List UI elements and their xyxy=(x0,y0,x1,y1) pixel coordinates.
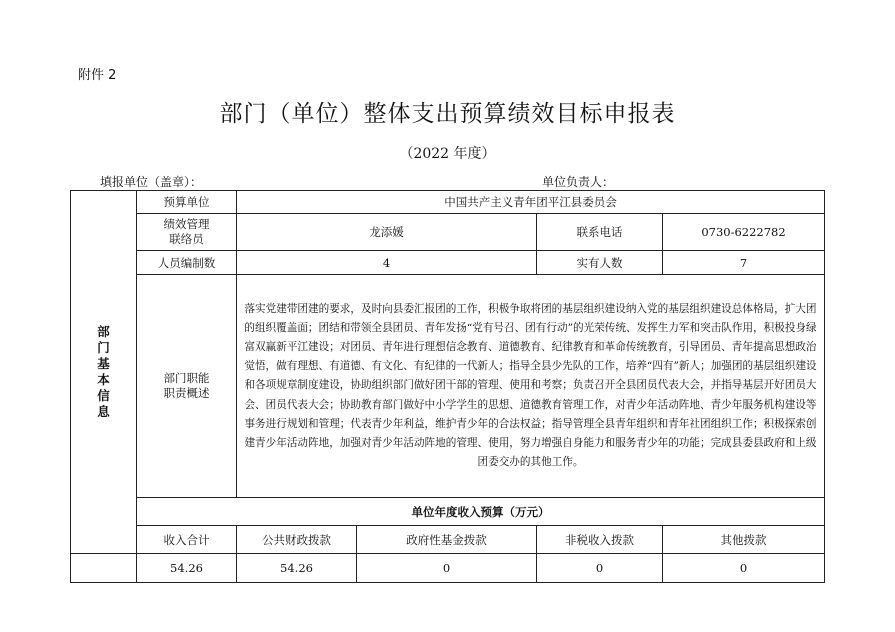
income-col-gov-fund: 政府性基金拨款 xyxy=(357,526,537,554)
budget-form-table xyxy=(70,190,825,583)
year-label: （2022 年度） xyxy=(399,146,496,162)
attachment-label: 附件 2 xyxy=(78,68,117,83)
budget-unit-value: 中国共产主义青年团平江县委员会 xyxy=(237,191,825,214)
income-col-nontax: 非税收入拨款 xyxy=(537,526,663,554)
phone-value: 0730-6222782 xyxy=(663,214,825,251)
staff-value: 4 xyxy=(237,251,537,275)
staff-row xyxy=(71,251,825,275)
income-col-total: 收入合计 xyxy=(137,526,237,554)
actual-staff-label: 实有人数 xyxy=(537,251,663,275)
income-col-other: 其他拨款 xyxy=(663,526,825,554)
income-header: 单位年度收入预算（万元） xyxy=(137,498,825,526)
contact-name: 龙添媛 xyxy=(237,214,537,251)
duty-row xyxy=(71,275,825,498)
staff-label: 人员编制数 xyxy=(137,251,237,275)
unit-leader-label: 单位负责人： xyxy=(542,175,615,189)
section-label-basic-info xyxy=(71,191,137,554)
budget-unit-label: 预算单位 xyxy=(137,191,237,214)
income-other-value: 0 xyxy=(663,554,825,583)
income-values-row xyxy=(71,554,825,583)
income-public-finance-value: 54.26 xyxy=(237,554,357,583)
page-title: 部门（单位）整体支出预算绩效目标申报表 xyxy=(219,101,676,127)
contact-row xyxy=(71,214,825,251)
duty-label-line: 职责概述 xyxy=(163,386,210,400)
section-char: 部 xyxy=(97,324,110,339)
section-char: 信 xyxy=(97,388,110,403)
budget-unit-row xyxy=(71,191,825,214)
income-nontax-value: 0 xyxy=(537,554,663,583)
section-char: 息 xyxy=(97,404,110,419)
contact-label xyxy=(137,214,237,251)
fill-unit-label: 填报单位（盖章）： xyxy=(100,175,203,189)
duty-label xyxy=(137,275,237,498)
actual-staff-value: 7 xyxy=(663,251,825,275)
duty-description: 落实党建带团建的要求，及时向县委汇报团的工作，积极争取将团的基层组织建设纳入党的基层组织建设总体格局，扩大团的组织覆盖面；团结和带领全县团员、青年发扬“党有号召、团有行动”的光荣传统、发挥生力军和突击队作用，积极投身绿富双赢新平江建设；对团员、青年进行理想信念教育、道德教育、纪律教育和革命传统教育，引导团员、青年提高思想政治觉悟，做有理想、有道德、有文化、有纪律的一代新人；指导全县少先队的工作，培养“四有”新人；加强团的基层组织建设和各项规章制度建设，协助组织部门做好团干部的管理、使用和考察；负责召开全县团员代表大会，并指导基层开好团员大会、团员代表大会；协助教育部门做好中小学学生的思想、道德教育管理工作，对青少年活动阵地、青少年服务机构建设等事务进行规划和管理；代表青少年利益，维护青少年的合法权益；指导管理全县青年组织和青年社团组织工作；积极探索创建青少年活动阵地，加强对青少年活动阵地的管理、使用，努力增强自身能力和服务青少年的功能；完成县委县政府和上级团委交办的其他工作。 xyxy=(237,275,825,498)
section-char: 门 xyxy=(97,340,110,355)
contact-label-line: 联络员 xyxy=(169,232,204,246)
income-total-value: 54.26 xyxy=(137,554,237,583)
empty-cell xyxy=(71,554,137,583)
phone-label: 联系电话 xyxy=(537,214,663,251)
income-col-public-finance: 公共财政拨款 xyxy=(237,526,357,554)
section-char: 基 xyxy=(97,356,110,371)
income-header-row xyxy=(71,498,825,526)
contact-label-line: 绩效管理 xyxy=(163,217,210,231)
income-columns-row xyxy=(71,526,825,554)
duty-label-line: 部门职能 xyxy=(163,371,210,385)
income-gov-fund-value: 0 xyxy=(357,554,537,583)
section-char: 本 xyxy=(97,372,110,387)
